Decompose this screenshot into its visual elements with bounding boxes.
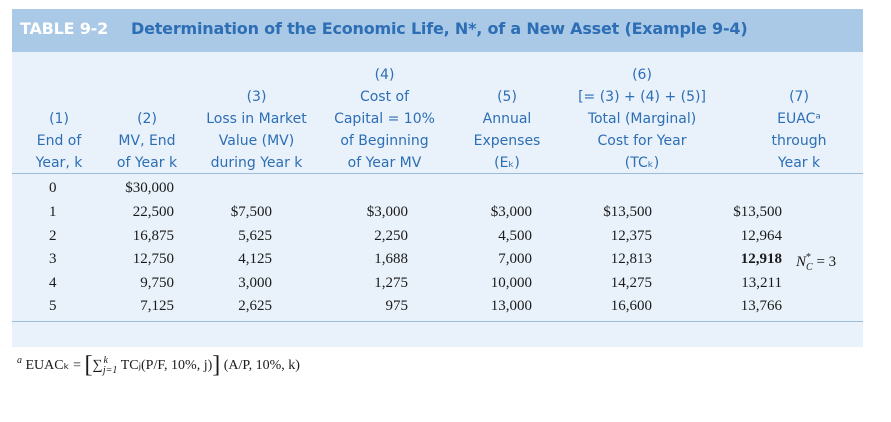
cell-loss-mv: $7,500	[230, 204, 272, 220]
cell-total-cost: 12,375	[610, 228, 652, 244]
cell-expenses: 13,000	[490, 298, 532, 314]
footnote-formula: $^a$ EUACₖ = [∑$^k_{j=1}$ TCⱼ(P/F, 10%, j)] (A/P, 10%, k)	[17, 352, 300, 378]
cell-loss-mv: 3,000	[238, 275, 272, 291]
header-col-7: (7) EUACᵃ through Year k	[771, 89, 827, 171]
cell-loss-mv: 2,625	[238, 298, 272, 314]
cell-euac: 12,964	[740, 228, 782, 244]
header-col-3: (3) Loss in Market Value (MV) during Year k	[206, 89, 307, 171]
cell-year: 2	[49, 228, 57, 244]
cell-mv: 22,500	[132, 204, 174, 220]
cell-capital-cost: 975	[385, 298, 408, 314]
cell-capital-cost: 1,688	[374, 251, 408, 267]
cell-capital-cost: $3,000	[366, 204, 408, 220]
cell-mv: 9,750	[140, 275, 174, 291]
cell-loss-mv: 4,125	[238, 251, 272, 267]
header-col-4: (4) Cost of Capital = 10% of Beginning of Year MV	[334, 67, 435, 171]
cell-mv: $30,000	[125, 180, 174, 196]
header-rule	[12, 173, 863, 174]
cell-expenses: 4,500	[498, 228, 532, 244]
cell-expenses: 7,000	[498, 251, 532, 267]
cell-year: 3	[49, 251, 57, 267]
table-panel	[12, 9, 863, 378]
table-number: TABLE 9-2	[20, 19, 109, 38]
cell-total-cost: $13,500	[603, 204, 652, 220]
table-title: Determination of the Economic Life, N*, of a New Asset (Example 9-4)	[131, 19, 748, 38]
cell-capital-cost: 2,250	[374, 228, 408, 244]
cell-total-cost: 16,600	[610, 298, 652, 314]
cell-total-cost: 12,813	[610, 251, 652, 267]
cell-year: 5	[49, 298, 57, 314]
cell-euac-minimum: 12,918	[740, 251, 782, 267]
cell-mv: 7,125	[140, 298, 174, 314]
title-bar	[12, 9, 863, 52]
header-col-5: (5) Annual Expenses (Eₖ)	[473, 89, 541, 171]
cell-capital-cost: 1,275	[374, 275, 408, 291]
cell-euac: 13,766	[740, 298, 782, 314]
cell-year: 4	[49, 275, 57, 291]
cell-year: 0	[49, 180, 57, 196]
cell-mv: 16,875	[132, 228, 174, 244]
header-col-1: (1) End of Year, k	[35, 111, 83, 171]
cell-euac: $13,500	[733, 204, 782, 220]
cell-total-cost: 14,275	[610, 275, 652, 291]
body-rule	[12, 321, 863, 322]
cell-loss-mv: 5,625	[238, 228, 272, 244]
cell-euac: 13,211	[741, 275, 782, 291]
header-col-6: (6) [= (3) + (4) + (5)] Total (Marginal) Cost for Year (TCₖ)	[578, 67, 706, 171]
cell-mv: 12,750	[132, 251, 174, 267]
header-col-2: (2) MV, End of Year k	[116, 111, 178, 171]
cell-expenses: $3,000	[490, 204, 532, 220]
cell-expenses: 10,000	[490, 275, 532, 291]
economic-life-label: $N^*_C = 3$	[796, 252, 837, 273]
cell-year: 1	[49, 204, 57, 220]
